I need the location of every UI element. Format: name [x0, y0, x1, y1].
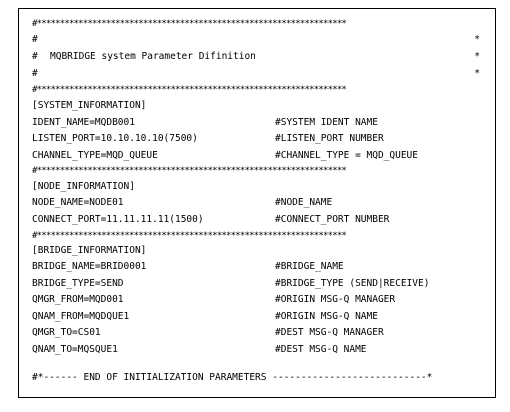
qnam-to-setting: QNAM_TO=MQSQUE1: [32, 344, 118, 355]
bridge-type-row: [32, 276, 482, 292]
node-information-section-header: [NODE_INFORMATION]: [32, 181, 135, 192]
channel-type-comment: #CHANNEL_TYPE = MQD_QUEUE: [275, 150, 418, 161]
listen-port-comment: #LISTEN_PORT NUMBER: [275, 133, 384, 144]
qmgr-to-comment: #DEST MSG-Q MANAGER: [275, 327, 384, 338]
qmgr-to-row: [32, 325, 482, 341]
end-of-parameters-line: #*------ END OF INITIALIZATION PARAMETERS ---------------------------*: [32, 372, 433, 383]
star-separator-node: #*******************************************************************: [32, 231, 347, 241]
bridge-name-setting: BRIDGE_NAME=BRID0001: [32, 261, 147, 272]
qnam-to-comment: #DEST MSG-Q NAME: [275, 344, 367, 355]
star-border-header-bottom: #*******************************************************************: [32, 85, 347, 95]
system-information-section-header: [SYSTEM_INFORMATION]: [32, 100, 147, 111]
node-name-setting: NODE_NAME=NODE01: [32, 197, 124, 208]
listen-port-row: [32, 131, 482, 147]
channel-type-setting: CHANNEL_TYPE=MQD_QUEUE: [32, 150, 158, 161]
file-title: MQBRIDGE system Parameter Difinition: [50, 51, 256, 62]
bridge-information-section-header: [BRIDGE_INFORMATION]: [32, 245, 147, 256]
bridge-type-setting: BRIDGE_TYPE=SEND: [32, 278, 124, 289]
parameter-file-frame: [18, 8, 496, 398]
qnam-from-comment: #ORIGIN MSG-Q NAME: [275, 311, 378, 322]
star-border-top: #*******************************************************************: [32, 19, 347, 29]
bridge-type-comment: #BRIDGE_TYPE (SEND|RECEIVE): [275, 278, 430, 289]
blank-comment-line: # *: [32, 68, 480, 79]
qmgr-to-setting: QMGR_TO=CS01: [32, 327, 101, 338]
file-title-line: # MQBRIDGE system Parameter Difinition *: [32, 49, 482, 65]
channel-type-row: [32, 148, 482, 164]
ident-name-row: [32, 115, 482, 131]
connect-port-setting: CONNECT_PORT=11.11.11.11(1500): [32, 214, 204, 225]
node-name-comment: #NODE_NAME: [275, 197, 333, 208]
qnam-from-row: [32, 309, 482, 325]
ident-name-setting: IDENT_NAME=MQDB001: [32, 117, 135, 128]
parameter-file-content: [19, 9, 495, 397]
qmgr-from-row: [32, 292, 482, 308]
star-separator-system: #*******************************************************************: [32, 166, 347, 176]
listen-port-setting: LISTEN_PORT=10.10.10.10(7500): [32, 133, 198, 144]
connect-port-row: [32, 212, 482, 228]
bridge-name-comment: #BRIDGE_NAME: [275, 261, 344, 272]
node-name-row: [32, 195, 482, 211]
blank-comment-line: # *: [32, 34, 480, 45]
qnam-to-row: [32, 342, 482, 358]
ident-name-comment: #SYSTEM IDENT NAME: [275, 117, 378, 128]
qmgr-from-setting: QMGR_FROM=MQD001: [32, 294, 124, 305]
connect-port-comment: #CONNECT_PORT NUMBER: [275, 214, 390, 225]
qmgr-from-comment: #ORIGIN MSG-Q MANAGER: [275, 294, 396, 305]
bridge-name-row: [32, 259, 482, 275]
qnam-from-setting: QNAM_FROM=MQDQUE1: [32, 311, 130, 322]
